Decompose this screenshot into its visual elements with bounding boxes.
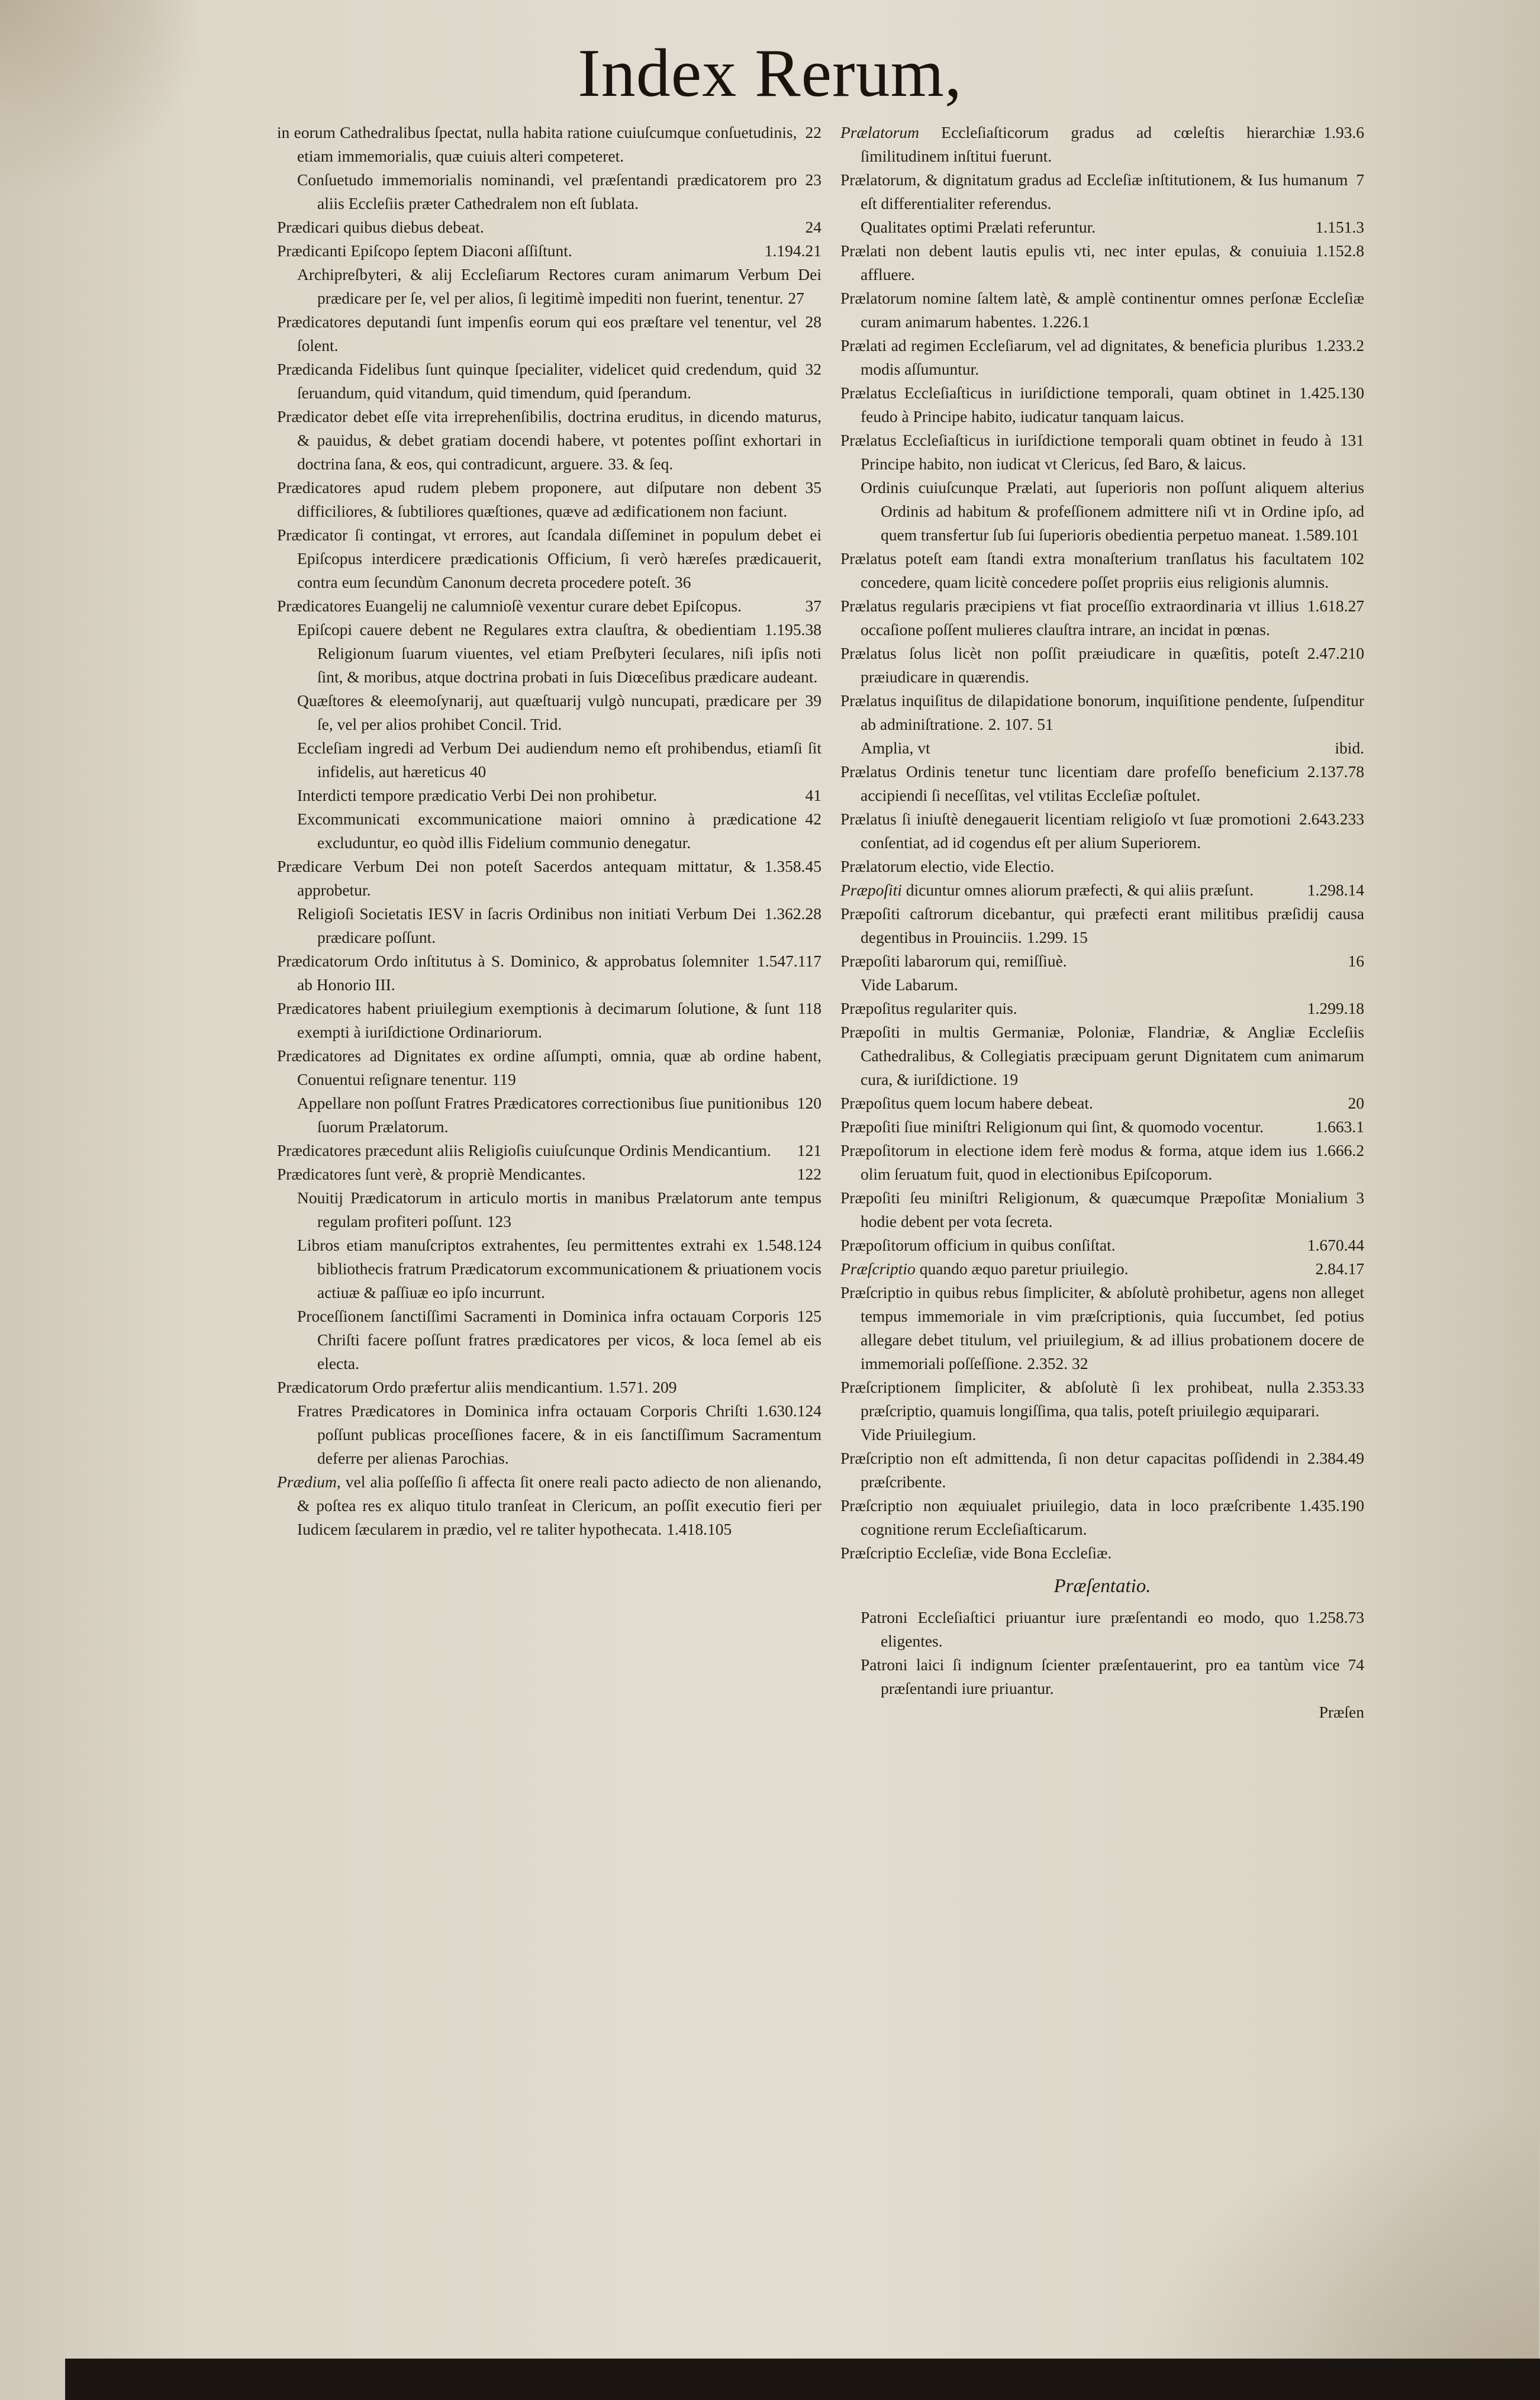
index-entry bbox=[277, 807, 821, 855]
entry-reference: 40 bbox=[469, 762, 487, 781]
entry-reference: 122 bbox=[797, 1165, 821, 1183]
index-entry bbox=[277, 263, 821, 310]
index-entry bbox=[840, 381, 1364, 429]
entry-reference: 41 bbox=[805, 786, 821, 804]
index-entry bbox=[277, 405, 821, 476]
entry-text: Nouitij Prædicatorum in articulo mortis in manibus Prælatorum ante tempus regulam profiteri poſſunt. bbox=[297, 1188, 821, 1230]
entry-reference: 1.233.2 bbox=[1315, 336, 1364, 355]
entry-text: Prædicatores ſunt verè, & propriè Mendicantes. bbox=[277, 1165, 586, 1183]
entry-reference: 2.137.78 bbox=[1307, 762, 1364, 781]
entry-reference: 27 bbox=[788, 289, 804, 307]
entry-text: Prælatus Eccleſiaſticus in iuriſdictione temporali, quam obtinet in feudo à Principe habito, iudicatur tanquam laicus. bbox=[840, 384, 1291, 426]
index-entry bbox=[277, 689, 821, 736]
entry-reference: 42 bbox=[805, 810, 821, 828]
entry-text: Libros etiam manuſcriptos extrahentes, ſeu permittentes extrahi ex bibliothecis fratrum Prædicatorum excommunicationem & priuationem vocis actiuæ & paſſiuæ eo ipſo incurrunt. bbox=[297, 1236, 821, 1302]
entry-text: Prælatus Eccleſiaſticus in iuriſdictione temporali quam obtinet in feudo à Principe habito, non iudicat vt Clericus, ſed Baro, & laicus. bbox=[840, 431, 1332, 473]
entry-reference: 28 bbox=[805, 313, 821, 331]
entry-reference: 1.195.38 bbox=[764, 620, 821, 639]
entry-text: Prælatus poteſt eam ſtandi extra monaſterium tranſlatus his facultatem concedere, quam licitè concedere poſſet propriis eius religionis alumnis. bbox=[840, 549, 1332, 591]
index-entry bbox=[840, 594, 1364, 642]
entry-text: Prælatus ſolus licèt non poſſit præiudicare in quæſitis, poteſt præiudicare in quærendis. bbox=[840, 644, 1299, 686]
entry-text: Præpoſitus regulariter quis. bbox=[840, 999, 1017, 1017]
entry-text: Præpoſiti ſiue miniſtri Religionum qui ſint, & quomodo vocentur. bbox=[840, 1117, 1264, 1136]
index-entry bbox=[840, 973, 1364, 997]
index-entry bbox=[277, 949, 821, 997]
index-entry bbox=[840, 689, 1364, 736]
entry-text: Prædicatores deputandi ſunt impenſis eorum qui eos præſtare vel tenentur, vel ſolent. bbox=[277, 313, 797, 355]
index-entry bbox=[840, 1257, 1364, 1281]
entry-reference: 1.571. 209 bbox=[607, 1378, 677, 1396]
entry-reference: 3 bbox=[1356, 1188, 1364, 1207]
index-entry bbox=[277, 1162, 821, 1186]
entry-reference: 121 bbox=[797, 1141, 821, 1159]
entry-text: Interdicti tempore prædicatio Verbi Dei non prohibetur. bbox=[297, 786, 658, 804]
entry-reference: 2.353.33 bbox=[1307, 1378, 1364, 1396]
entry-text: Prædicare Verbum Dei non poteſt Sacerdos antequam mittatur, & approbetur. bbox=[277, 857, 756, 899]
entry-text: Prædicatores habent priuilegium exemptionis à decimarum ſolutione, & ſunt exempti à iuriſdictione Ordinariorum. bbox=[277, 999, 790, 1041]
index-entry bbox=[277, 736, 821, 784]
entry-text: quando æquo paretur priuilegio. bbox=[915, 1259, 1129, 1278]
entry-reference: 125 bbox=[797, 1307, 821, 1325]
left-column bbox=[277, 121, 821, 1541]
entry-text: Quæſtores & eleemoſynarij, aut quæſtuarij vulgò nuncupati, prædicare per ſe, vel per alios prohibet Concil. Trid. bbox=[297, 691, 797, 733]
entry-reference: 2.47.210 bbox=[1307, 644, 1364, 662]
entry-text: Vide Priuilegium. bbox=[861, 1425, 977, 1444]
index-entry bbox=[840, 1447, 1364, 1494]
entry-text: Præpoſiti labarorum qui, remiſſiuè. bbox=[840, 952, 1067, 970]
entry-text: Prædicatores præcedunt aliis Religioſis cuiuſcunque Ordinis Mendicantium. bbox=[277, 1141, 771, 1159]
index-entry bbox=[840, 902, 1364, 949]
entry-reference: 131 bbox=[1339, 431, 1364, 449]
entry-reference: 119 bbox=[492, 1070, 516, 1088]
page-title: Index Rerum, bbox=[578, 36, 962, 111]
entry-reference: 1.589.101 bbox=[1294, 526, 1359, 544]
entry-text: Archipreſbyteri, & alij Eccleſiarum Rectores curam animarum Verbum Dei prædicare per ſe, vel per alios, ſi legitimè impediti non fuerint, tenentur. bbox=[297, 265, 821, 307]
index-entry bbox=[277, 855, 821, 902]
index-entry bbox=[277, 239, 821, 263]
entry-text: Prædicanti Epiſcopo ſeptem Diaconi aſſiſtunt. bbox=[277, 241, 572, 260]
entry-reference: 1.666.2 bbox=[1315, 1141, 1364, 1159]
index-entry bbox=[277, 1186, 821, 1233]
entry-text: Præſcriptio Eccleſiæ, vide Bona Eccleſiæ. bbox=[840, 1544, 1112, 1562]
entry-reference: 1.670.44 bbox=[1307, 1236, 1364, 1254]
entry-text: Prælatus Ordinis tenetur tunc licentiam dare profeſſo beneficium accipiendi ſi neceſſitas, vel vtilitas Eccleſiæ poſtulet. bbox=[840, 762, 1299, 804]
index-entry bbox=[277, 310, 821, 357]
entry-reference: 120 bbox=[797, 1094, 821, 1112]
entry-text: Amplia, vt bbox=[861, 739, 930, 757]
entry-reference: 2. 107. 51 bbox=[988, 715, 1053, 733]
entry-text: Prædicator ſi contingat, vt errores, aut ſcandala diſſeminet in populum debet ei Epiſcopus interdicere prædicationis Officium, ſi verò hæreſes prædicauerit, contra eum ſecundùm Canonum decreta procedere poteſt. bbox=[277, 526, 821, 591]
entry-text: Patroni Eccleſiaſtici priuantur iure præſentandi eo modo, quo eligentes. bbox=[861, 1608, 1299, 1650]
index-entry bbox=[277, 594, 821, 618]
entry-text: Prælatus ſi iniuſtè denegauerit licentiam religioſo vt ſuæ promotioni conſentiat, ad id cogendus eſt per alium Superiorem. bbox=[840, 810, 1291, 852]
entry-text: Præpoſitorum in electione idem ferè modus & forma, atque idem ius olim ſeruatum fuit, quod in electionibus Epiſcoporum. bbox=[840, 1141, 1307, 1183]
index-entry bbox=[840, 1541, 1364, 1565]
entry-text: in eorum Cathedralibus ſpectat, nulla habita ratione cuiuſcumque conſuetudinis, etiam immemorialis, quæ cuiuis alteri competeret. bbox=[277, 123, 797, 165]
entry-reference: 1.618.27 bbox=[1307, 597, 1364, 615]
index-entry bbox=[277, 121, 821, 168]
entry-reference: 35 bbox=[805, 478, 821, 497]
entry-text: Qualitates optimi Prælati referuntur. bbox=[861, 218, 1096, 236]
index-entry bbox=[277, 357, 821, 405]
index-entry bbox=[277, 168, 821, 215]
entry-reference: 1.358.45 bbox=[764, 857, 821, 875]
entry-text: Præſcriptio in quibus rebus ſimpliciter, & abſolutè prohibetur, agens non alleget tempus immemoriale in vim præſcriptionis, quia ſuccumbet, ſed potius allegare debet titulum, vel priuilegium, & ad illius probationem docere de immemoriali poſſeſſione. bbox=[840, 1283, 1364, 1373]
index-entry bbox=[840, 807, 1364, 855]
index-entry bbox=[840, 997, 1364, 1020]
index-entry bbox=[840, 121, 1364, 168]
entry-text: Præſcriptionem ſimpliciter, & abſolutè ſi lex prohibeat, nulla præſcriptio, quamuis longiſſima, qua talis, poteſt priuilegio æquiparari. bbox=[840, 1378, 1320, 1420]
entry-text: Conſuetudo immemorialis nominandi, vel præſentandi prædicatorem pro aliis Eccleſiis præter Cathedralem non eſt ſublata. bbox=[297, 170, 797, 212]
entry-reference: 102 bbox=[1339, 549, 1364, 568]
index-entry bbox=[840, 1281, 1364, 1375]
entry-reference: 33. & ſeq. bbox=[608, 455, 674, 473]
index-entry bbox=[277, 476, 821, 523]
entry-text: Prælati ad regimen Eccleſiarum, vel ad dignitates, & beneficia pluribus modis aſſumuntur. bbox=[840, 336, 1307, 378]
entry-text: Prædicatores ad Dignitates ex ordine aſſumpti, omnia, quæ ab ordine habent, Conuentui reſignare tenentur. bbox=[277, 1046, 821, 1088]
entry-text: Prælatus regularis præcipiens vt fiat proceſſio extraordinaria vt illius occaſione poſſent mulieres clauſtra intrare, an incidat in pœnas. bbox=[840, 597, 1299, 639]
entry-reference: 7 bbox=[1356, 170, 1364, 189]
entry-reference: 74 bbox=[1348, 1655, 1364, 1674]
index-entry bbox=[840, 334, 1364, 381]
index-entry bbox=[840, 476, 1364, 547]
corner-stain bbox=[1125, 2101, 1539, 2397]
index-entry bbox=[277, 1399, 821, 1470]
right-column-entries bbox=[840, 121, 1364, 1565]
entry-reference: 36 bbox=[674, 573, 691, 591]
entry-reference: 1.258.73 bbox=[1307, 1608, 1364, 1626]
entry-headword: Prædium bbox=[277, 1473, 337, 1491]
entry-text: Appellare non poſſunt Fratres Prædicatores correctionibus ſiue punitionibus ſuorum Prælatorum. bbox=[297, 1094, 789, 1136]
index-entry bbox=[840, 1091, 1364, 1115]
index-entry bbox=[277, 215, 821, 239]
entry-text: Eccleſiam ingredi ad Verbum Dei audiendum nemo eſt prohibendus, etiamſi ſit infidelis, aut hæreticus bbox=[297, 739, 821, 781]
entry-text: Præſcriptio non eſt admittenda, ſi non detur capacitas poſſidendi in præſcribente. bbox=[840, 1449, 1299, 1491]
entry-text: Prædicator debet eſſe vita irreprehenſibilis, doctrina eruditus, in dicendo maturus, & pauidus, & debet gratiam docendi habere, vt potentes poſſint exhortari in doctrina ſana, & eos, qui contradicunt, arguere. bbox=[277, 407, 821, 473]
entry-reference: 32 bbox=[805, 360, 821, 378]
entry-reference: 19 bbox=[1001, 1070, 1019, 1088]
entry-text: Prædicatores apud rudem plebem proponere, aut diſputare non debent difficiliores, & ſubtiliores quæſtiones, quæve ad ædificationem non faciunt. bbox=[277, 478, 797, 520]
entry-reference: 2.84.17 bbox=[1315, 1259, 1364, 1278]
index-entry bbox=[277, 902, 821, 949]
entry-text: Prædicari quibus diebus debeat. bbox=[277, 218, 484, 236]
index-entry bbox=[840, 215, 1364, 239]
entry-reference: 1.630.124 bbox=[756, 1402, 821, 1420]
index-entry bbox=[840, 1606, 1364, 1653]
index-entry bbox=[840, 1494, 1364, 1541]
catchword: Præſen bbox=[1319, 1703, 1364, 1721]
entry-text: dicuntur omnes aliorum præfecti, & qui aliis præſunt. bbox=[901, 881, 1254, 899]
index-entry bbox=[277, 1375, 821, 1399]
entry-text: Præpoſitus quem locum habere debeat. bbox=[840, 1094, 1093, 1112]
index-entry bbox=[840, 1139, 1364, 1186]
index-entry bbox=[840, 855, 1364, 878]
index-entry bbox=[840, 1186, 1364, 1233]
entry-reference: 1.425.130 bbox=[1299, 384, 1364, 402]
entry-reference: 1.548.124 bbox=[756, 1236, 821, 1254]
entry-text: Præpoſiti in multis Germaniæ, Poloniæ, Flandriæ, & Angliæ Eccleſiis Cathedralibus, & Collegiatis præcipuam gerunt Dignitatem cum animarum cura, & iuriſdictione. bbox=[840, 1023, 1364, 1088]
entry-text: Prælatorum nomine ſaltem latè, & amplè continentur omnes perſonæ Eccleſiæ curam animarum habentes. bbox=[840, 289, 1364, 331]
entry-text: Prædicatorum Ordo præfertur aliis mendicantium. bbox=[277, 1378, 603, 1396]
entry-reference: 1.151.3 bbox=[1315, 218, 1364, 236]
section-heading: Præſentatio. bbox=[1053, 1576, 1151, 1597]
index-entry bbox=[840, 1375, 1364, 1423]
index-entry bbox=[840, 642, 1364, 689]
entry-text: Prædicanda Fidelibus ſunt quinque ſpecialiter, videlicet quid credendum, quid ſeruandum, quid vitandum, quid timendum, quid ſperandum. bbox=[277, 360, 797, 402]
index-entry bbox=[840, 286, 1364, 334]
index-entry bbox=[277, 784, 821, 807]
entry-text: Fratres Prædicatores in Dominica infra octauam Corporis Chriſti poſſunt publicas proceſſiones facere, & in eis ſanctiſſimum Sacramentum deferre per alienas Parochias. bbox=[297, 1402, 821, 1467]
entry-reference: 2.352. 32 bbox=[1027, 1354, 1088, 1373]
index-entry bbox=[277, 997, 821, 1044]
entry-text: Præſcriptio non æquiualet priuilegio, data in loco præſcribente cognitione rerum Eccleſiaſticarum. bbox=[840, 1496, 1291, 1538]
entry-reference: 22 bbox=[805, 123, 821, 141]
entry-headword: Præpoſiti bbox=[840, 881, 902, 899]
entry-text: Prælatorum, & dignitatum gradus ad Eccleſiæ inſtitutionem, & Ius humanum eſt differentialiter referendus. bbox=[840, 170, 1348, 212]
index-entry bbox=[840, 1423, 1364, 1447]
entry-reference: 1.418.105 bbox=[666, 1520, 732, 1538]
section-entries bbox=[840, 1606, 1364, 1700]
entry-text: Eccleſiaſticorum gradus ad cœleſtis hierarchiæ ſimilitudinem inſtitui fuerunt. bbox=[861, 123, 1316, 165]
entry-reference: 1.362.28 bbox=[764, 904, 821, 923]
entry-text: Prædicatorum Ordo inſtitutus à S. Dominico, & approbatus ſolemniter ab Honorio III. bbox=[277, 952, 749, 994]
entry-text: Patroni laici ſi indignum ſcienter præſentauerint, pro ea tantùm vice præſentandi iure priuantur. bbox=[861, 1655, 1340, 1697]
entry-text: Prælatus inquiſitus de dilapidatione bonorum, inquiſitione pendente, ſuſpenditur ab adminiſtratione. bbox=[840, 691, 1364, 733]
entry-reference: 118 bbox=[797, 999, 821, 1017]
entry-reference: 24 bbox=[805, 218, 821, 236]
index-entry bbox=[277, 1233, 821, 1304]
entry-text: Præpoſitorum officium in quibus conſiſtat. bbox=[840, 1236, 1116, 1254]
entry-reference: ibid. bbox=[1335, 739, 1364, 757]
index-entry bbox=[277, 523, 821, 594]
index-entry bbox=[840, 760, 1364, 807]
index-entry bbox=[840, 1115, 1364, 1139]
entry-headword: Prælatorum bbox=[840, 123, 919, 141]
entry-reference: 123 bbox=[487, 1212, 511, 1230]
index-entry bbox=[840, 547, 1364, 594]
entry-text: Epiſcopi cauere debent ne Regulares extra clauſtra, & obedientiam Religionum ſuarum viuentes, vel etiam Preſbyteri ſeculares, niſi ipſis noti ſint, & moribus, atque doctrina probati in ſuis Diœceſibus prædicare audeant. bbox=[297, 620, 821, 686]
entry-text: Præpoſiti caſtrorum dicebantur, qui præfecti erant militibus præſidij causa degentibus in Prouinciis. bbox=[840, 904, 1364, 946]
index-entry bbox=[840, 168, 1364, 215]
entry-text: Prælatorum electio, vide Electio. bbox=[840, 857, 1055, 875]
entry-text: Ordinis cuiuſcunque Prælati, aut ſuperioris non poſſunt aliquem alterius Ordinis ad habitum & profeſſionem admittere niſi vt in Ordine ipſo, ad quem transfertur ſub ſui ſuperioris obedientia perpetuo maneat. bbox=[861, 478, 1364, 544]
entry-reference: 39 bbox=[805, 691, 821, 710]
entry-reference: 1.299.18 bbox=[1307, 999, 1364, 1017]
entry-text: Vide Labarum. bbox=[861, 975, 958, 994]
index-entry bbox=[277, 1470, 821, 1541]
scan-bottom-edge bbox=[65, 2359, 1540, 2400]
entry-reference: 1.435.190 bbox=[1299, 1496, 1364, 1515]
entry-reference: 1.299. 15 bbox=[1026, 928, 1088, 946]
entry-text: Prælati non debent lautis epulis vti, nec inter epulas, & conuiuia affluere. bbox=[840, 241, 1307, 284]
index-entry bbox=[840, 239, 1364, 286]
entry-text: Prædicatores Euangelij ne calumnioſè vexentur curare debet Epiſcopus. bbox=[277, 597, 742, 615]
entry-reference: 2.384.49 bbox=[1307, 1449, 1364, 1467]
entry-text: Excommunicati excommunicatione maiori omnino à prædicatione excluduntur, eo quòd illis Fidelium communio denegatur. bbox=[297, 810, 797, 852]
index-entry bbox=[840, 1020, 1364, 1091]
entry-reference: 20 bbox=[1348, 1094, 1364, 1112]
index-entry bbox=[277, 1091, 821, 1139]
entry-text: Proceſſionem ſanctiſſimi Sacramenti in Dominica infra octauam Corporis Chriſti facere poſſunt fratres prædicatores per vicos, & loca ſemel ab eis electa. bbox=[297, 1307, 821, 1373]
entry-reference: 2.643.233 bbox=[1299, 810, 1364, 828]
index-entry bbox=[840, 949, 1364, 973]
entry-reference: 1.226.1 bbox=[1041, 313, 1090, 331]
index-entry bbox=[840, 429, 1364, 476]
index-entry bbox=[840, 878, 1364, 902]
entry-reference: 16 bbox=[1348, 952, 1364, 970]
entry-headword: Præſcriptio bbox=[840, 1259, 916, 1278]
entry-reference: 1.663.1 bbox=[1315, 1117, 1364, 1136]
index-entry bbox=[277, 618, 821, 689]
entry-reference: 23 bbox=[805, 170, 821, 189]
index-entry bbox=[277, 1304, 821, 1375]
entry-text: , vel alia poſſeſſio ſi affecta ſit onere reali pacto adiecto de non alienando, & poſtea res ex aliquo titulo tranſeat in Clericum, an poſſit executio fieri per Iudicem ſæcularem in prædio, vel re taliter hypothecata. bbox=[297, 1473, 821, 1538]
entry-reference: 37 bbox=[805, 597, 821, 615]
index-entry bbox=[277, 1139, 821, 1162]
entry-text: Religioſi Societatis IESV in ſacris Ordinibus non initiati Verbum Dei prædicare poſſunt. bbox=[297, 904, 756, 946]
index-entry bbox=[840, 1653, 1364, 1700]
entry-text: Præpoſiti ſeu miniſtri Religionum, & quæcumque Præpoſitæ Monialium hodie debent per vota ſecreta. bbox=[840, 1188, 1348, 1230]
entry-reference: 1.93.6 bbox=[1323, 123, 1364, 141]
entry-reference: 1.152.8 bbox=[1315, 241, 1364, 260]
entry-reference: 1.194.21 bbox=[764, 241, 821, 260]
index-entry bbox=[840, 1233, 1364, 1257]
entry-reference: 1.547.117 bbox=[757, 952, 821, 970]
entry-reference: 1.298.14 bbox=[1307, 881, 1364, 899]
index-entry bbox=[277, 1044, 821, 1091]
right-column bbox=[840, 121, 1364, 1722]
index-entry bbox=[840, 736, 1364, 760]
